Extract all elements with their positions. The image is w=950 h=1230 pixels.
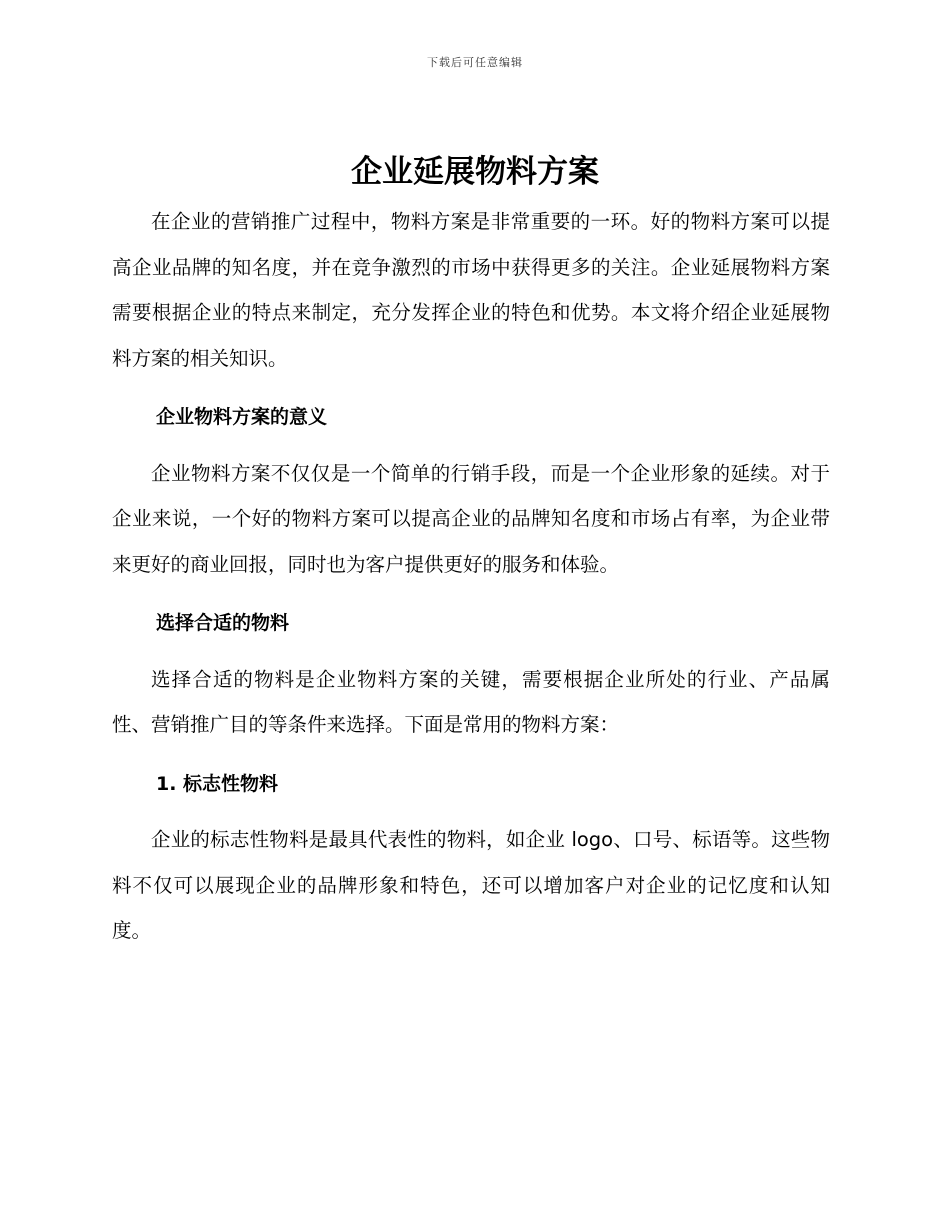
logo-materials-paragraph: 企业的标志性物料是最具代表性的物料，如企业 logo、口号、标语等。这些物料不仅可以展现企业的品牌形象和特色，还可以增加客户对企业的记忆度和认知度。 bbox=[112, 828, 830, 942]
document-body bbox=[112, 199, 830, 954]
document-title: 企业延展物料方案 bbox=[351, 154, 599, 190]
significance-paragraph: 企业物料方案不仅仅是一个简单的行销手段，而是一个企业形象的延续。对于企业来说，一个好的物料方案可以提高企业的品牌知名度和市场占有率，为企业带来更好的商业回报，同时也为客户提供更好的服务和体验。 bbox=[112, 461, 830, 576]
header-note: 下载后可任意编辑 bbox=[427, 56, 523, 69]
section-heading-logo-materials: 1. 标志性物料 bbox=[156, 772, 279, 795]
intro-paragraph: 在企业的营销推广过程中，物料方案是非常重要的一环。好的物料方案可以提高企业品牌的知名度，并在竞争激烈的市场中获得更多的关注。企业延展物料方案需要根据企业的特点来制定，充分发挥企业的特色和优势。本文将介绍企业延展物料方案的相关知识。 bbox=[112, 210, 830, 370]
section-heading-significance: 企业物料方案的意义 bbox=[156, 406, 328, 428]
section-heading-choose-materials: 选择合适的物料 bbox=[156, 612, 290, 634]
choose-materials-paragraph: 选择合适的物料是企业物料方案的关键，需要根据企业所处的行业、产品属性、营销推广目的等条件来选择。下面是常用的物料方案： bbox=[112, 667, 830, 736]
